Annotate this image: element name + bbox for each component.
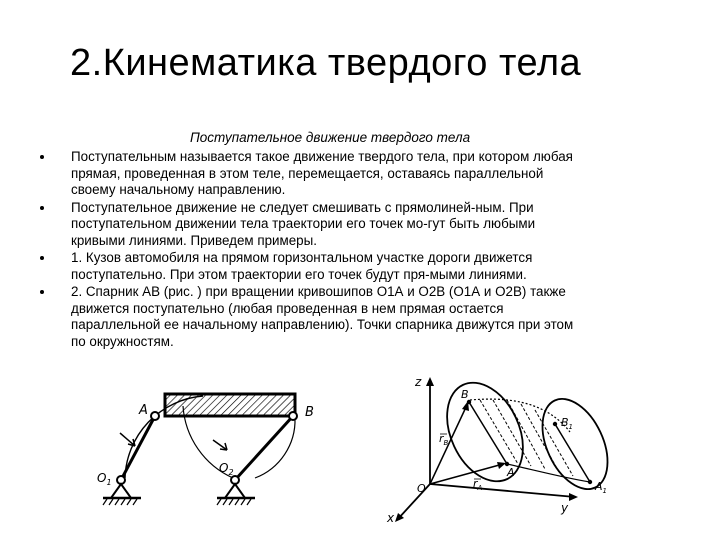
bullet-icon [40, 155, 44, 159]
bullet-item [40, 250, 690, 283]
bullet-item [40, 149, 690, 199]
bullet-icon [40, 206, 44, 210]
bullet-icon [40, 256, 44, 260]
text-line: Поступательным называется такое движение твердого тела, при котором любая [71, 149, 573, 164]
segment-ab [469, 402, 507, 464]
bullet-icon [40, 290, 44, 294]
coupling-rod-figure [95, 378, 340, 528]
label-x: x [387, 511, 395, 525]
label-o1: $O_1$ [97, 471, 112, 487]
text-line: по окружностям. [71, 333, 174, 349]
label-ra: $r_A$ [473, 477, 483, 492]
vector-rb [430, 405, 467, 484]
translation-3d-figure [385, 372, 625, 532]
axis-y [430, 484, 575, 497]
label-b1: $B_1$ [561, 416, 574, 431]
label-a: A [507, 466, 515, 479]
label-a: A [139, 403, 148, 418]
text-line: своему начальному направлению. [71, 182, 286, 197]
slide-title: 2.Кинематика твердого тела [70, 42, 582, 84]
text-line: поступательно. При этом траектории его точек будут пря-мыми линиями. [71, 266, 527, 282]
label-b: B [305, 405, 314, 420]
text-line: Поступательное движение не следует смешивать с прямолиней-ным. При [71, 199, 534, 215]
text-line: прямая, проведенная в этом теле, перемещается, оставаясь параллельной [71, 165, 544, 181]
coupling-rod [165, 394, 295, 416]
label-rb: $r_B$ [439, 432, 449, 447]
slide-subtitle: Поступательное движение твердого тела [190, 130, 471, 145]
crank-o2b [235, 416, 293, 480]
text-line: параллельной ее начальному направлению). Точки спарника движутся при этом [71, 317, 574, 332]
bullet-item [40, 284, 690, 350]
joint-a [151, 412, 159, 420]
text-line: движется поступательно (любая проведенная в нем прямая остается [71, 300, 504, 316]
bullet-item [40, 200, 690, 250]
body-initial [432, 372, 538, 493]
text-line: 2. Спарник АВ (рис. ) при вращении кривошипов О1А и О2В (О1А и О2В) также [71, 284, 566, 299]
label-b: B [461, 388, 469, 401]
text-line: 1. Кузов автомобиля на прямом горизонтальном участке дороги движется [71, 250, 533, 265]
text-line: поступательном движении тела траектории его точек мо-гут быть любыми [71, 216, 536, 231]
bullet-list [40, 149, 690, 351]
label-z: z [415, 375, 422, 389]
label-a1: $A_1$ [595, 480, 607, 495]
label-o2: $O_2$ [219, 461, 234, 477]
text-line: кривыми линиями. Приведем примеры. [71, 232, 317, 248]
label-o: O [417, 482, 426, 495]
label-y: y [561, 501, 569, 515]
support-o2 [225, 484, 245, 498]
joint-b [289, 412, 297, 420]
support-o1 [111, 484, 131, 498]
crank-o1a [121, 416, 155, 480]
